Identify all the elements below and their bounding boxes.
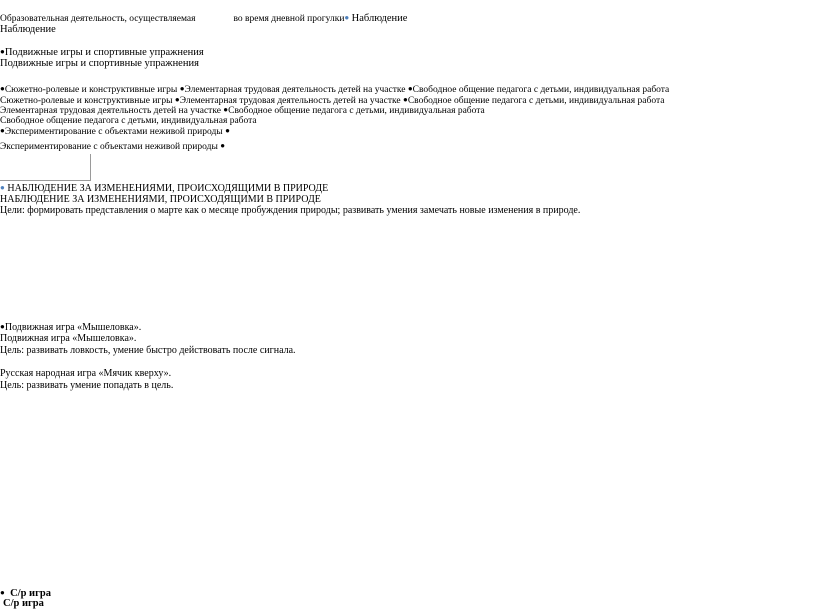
bullet-icon: ● [223, 105, 229, 114]
mobile-game-title-text: Подвижная игра «Мышеловка». [4, 322, 142, 333]
activities-row-6 [0, 140, 225, 153]
bullet-icon: ● [220, 141, 226, 150]
activity-text: Элементарная трудовая деятельность детей на участке [0, 106, 221, 116]
frame-divider [0, 154, 91, 181]
activity-text: Элементарная трудовая деятельность детей на участке [179, 96, 401, 106]
bullet-icon: ● [179, 84, 185, 93]
bullet-icon: ● [174, 95, 180, 104]
bullet-icon: ● [0, 322, 5, 331]
bullet-icon: ● [0, 126, 5, 135]
games-line-2: Подвижные игры и спортивные упражнения [0, 58, 199, 69]
header-observation-line: Наблюдение [0, 24, 56, 35]
bullet-icon: ● [0, 183, 5, 192]
mobile-game-title-2: Подвижная игра «Мышеловка». [0, 333, 137, 344]
header-line [0, 12, 407, 25]
bullet-icon: ● [344, 13, 350, 22]
role-game-text: С/р игра [10, 588, 51, 599]
games-text-1: Подвижные игры и спортивные упражнения [4, 47, 204, 58]
role-game-line-2: С/р игра [3, 598, 44, 609]
mobile-game-goal: Цель: развивать ловкость, умение быстро действовать после сигнала. [0, 345, 296, 356]
header-left-text: Образовательная деятельность, осуществляемая [0, 14, 196, 24]
activity-text: Сюжетно-ролевые и конструктивные игры [4, 85, 178, 95]
bullet-icon: ● [407, 84, 413, 93]
observation-title-text: НАБЛЮДЕНИЕ ЗА ИЗМЕНЕНИЯМИ, ПРОИСХОДЯЩИМИ В ПРИРОДЕ [7, 183, 329, 194]
bullet-icon: ● [402, 95, 408, 104]
activity-text: Сюжетно-ролевые и конструктивные игры [0, 96, 173, 106]
activities-row-5 [0, 125, 230, 138]
bullet-icon: ● [0, 84, 5, 93]
activity-text: Экспериментирование с объектами неживой природы [0, 142, 218, 152]
observation-title-2: НАБЛЮДЕНИЕ ЗА ИЗМЕНЕНИЯМИ, ПРОИСХОДЯЩИМИ В ПРИРОДЕ [0, 194, 321, 205]
activity-text: Экспериментирование с объектами неживой природы [4, 127, 223, 137]
activity-text: Свободное общение педагога с детьми, индивидуальная работа [407, 96, 665, 106]
observation-goal: Цели: формировать представления о марте как о месяце пробуждения природы; развивать умения замечать новые изменения в природе. [0, 205, 581, 216]
activities-row-4: Свободное общение педагога с детьми, индивидуальная работа [0, 116, 257, 126]
activity-text: Свободное общение педагога с детьми, индивидуальная работа [412, 85, 670, 95]
header-right-text: во время дневной прогулки [233, 14, 345, 24]
activity-text: Свободное общение педагога с детьми, индивидуальная работа [228, 106, 485, 116]
bullet-icon: ● [225, 126, 230, 135]
header-observation-text: Наблюдение [351, 13, 408, 24]
bullet-icon: ● [0, 47, 5, 56]
folk-game-title: Русская народная игра «Мячик кверху». [0, 368, 172, 379]
activity-text: Элементарная трудовая деятельность детей на участке [184, 85, 406, 95]
folk-game-goal: Цель: развивать умение попадать в цель. [0, 380, 174, 391]
bullet-icon: ● [0, 588, 5, 597]
